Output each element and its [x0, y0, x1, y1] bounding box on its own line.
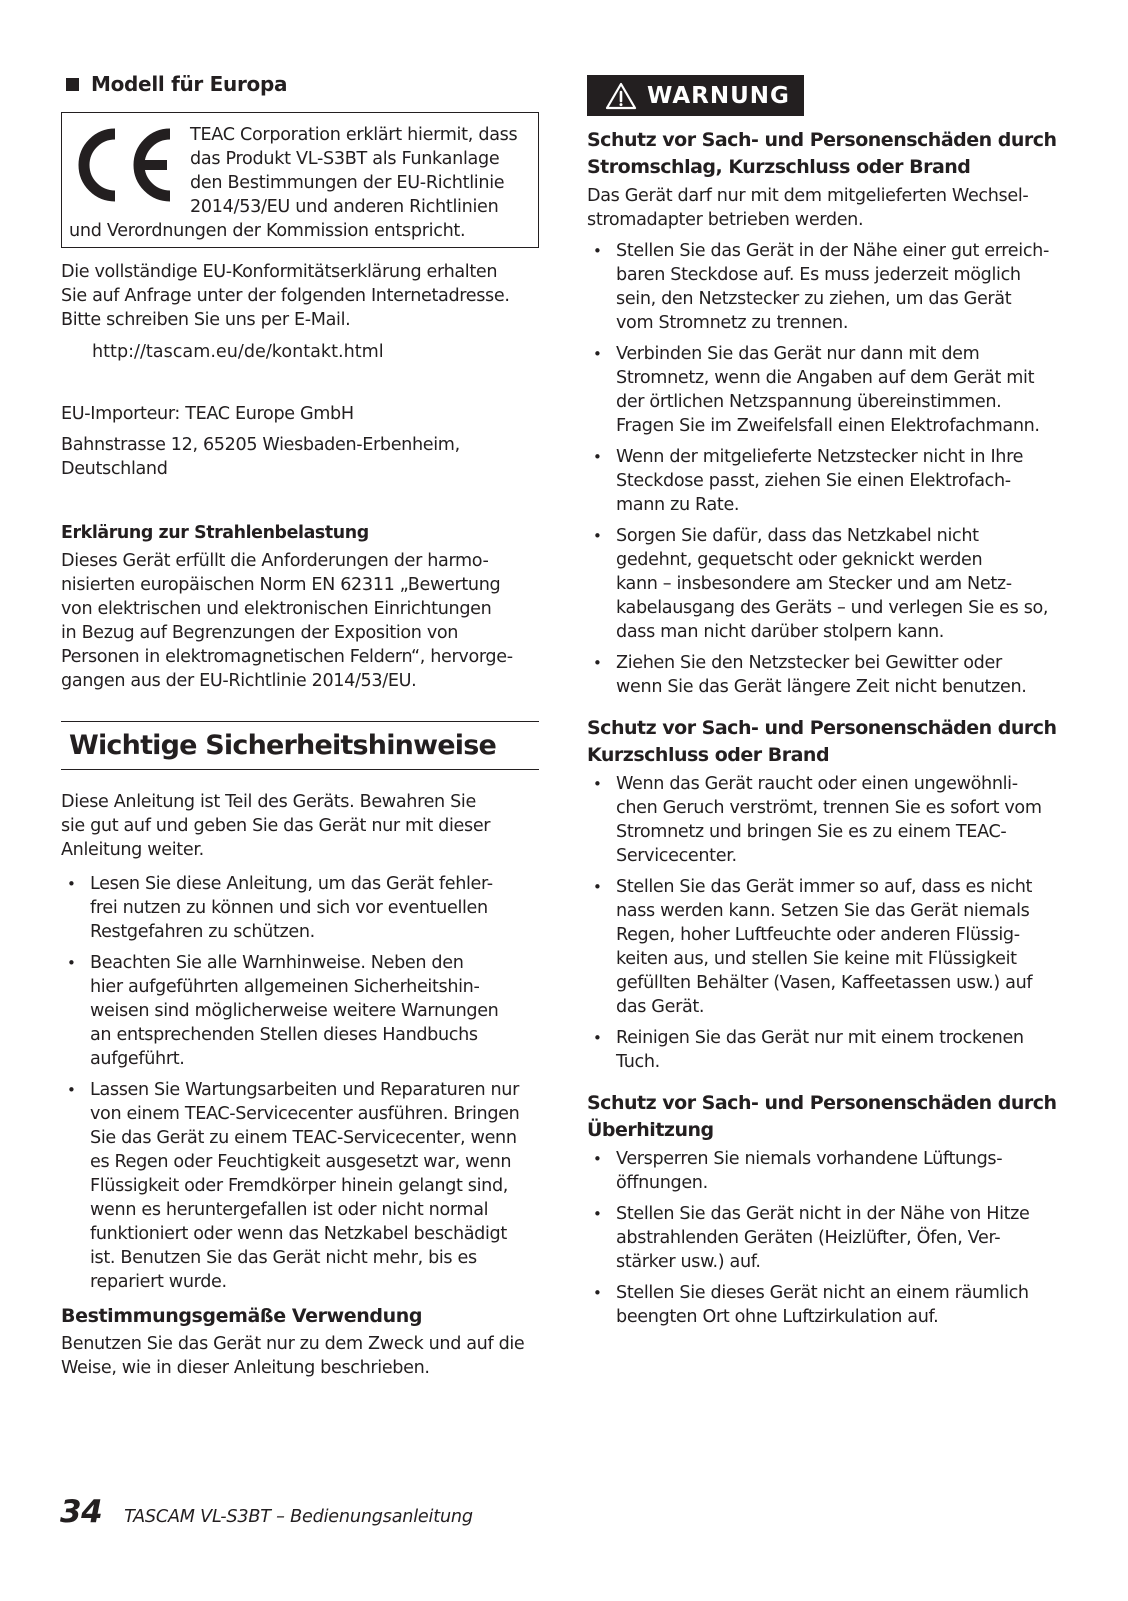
bullet-icon: •: [593, 1029, 602, 1047]
importer-address: Bahnstrasse 12, 65205 Wiesbaden-Erbenheim, Deutschland: [61, 435, 460, 479]
square-bullet-icon: [66, 78, 79, 91]
conformity-paragraph: Die vollständige EU-Konformitätserklärung erhalten Sie auf Anfrage unter der folgenden Internetadresse. Bitte schreiben Sie uns per E-Mail.: [61, 262, 510, 330]
list-item: • Stellen Sie das Gerät immer so auf, dass es nicht nass werden kann. Setzen Sie das Gerät niemals Regen, hoher Luftfeuchte oder anderen Flüssig- keiten aus, und stellen Sie keine mit Flüssigkeit gefüllten Behälter (Vasen, Kaffeetassen usw.) auf das Gerät.: [593, 877, 1033, 1017]
list-item: • Ziehen Sie den Netzstecker bei Gewitter oder wenn Sie das Gerät längere Zeit nicht benutzen.: [593, 653, 1027, 697]
ce-mark-icon: [69, 125, 181, 205]
right-column: [587, 72, 1071, 1336]
bullet-icon: •: [593, 878, 602, 896]
bullet-icon: •: [593, 775, 602, 793]
list-item: • Sorgen Sie dafür, dass das Netzkabel nicht gedehnt, gequetscht oder geknickt werden kann – insbesondere am Stecker und am Netz- kabelausgang des Geräts – und verlegen Sie es so, dass man nicht darüber stolpern kann.: [593, 526, 1049, 642]
list-item: • Lesen Sie diese Anleitung, um das Gerät fehler- frei nutzen zu können und sich vor eventuellen Restgefahren zu schützen.: [67, 874, 493, 942]
bullet-icon: •: [593, 242, 602, 260]
bullet-icon: •: [67, 954, 76, 972]
list-item: • Verbinden Sie das Gerät nur dann mit dem Stromnetz, wenn die Angaben auf dem Gerät mit der örtlichen Netzspannung übereinstimmen. Fragen Sie im Zweifelsfall einen Elektrofachmann.: [593, 344, 1040, 436]
list-item: • Wenn das Gerät raucht oder einen ungewöhnli- chen Geruch verströmt, trennen Sie es sofort vom Stromnetz und bringen Sie es zu einem TEAC- Servicecenter.: [593, 774, 1042, 866]
page-number: 34: [60, 1494, 103, 1530]
safety-heading: Wichtige Sicherheitshinweise: [69, 730, 496, 761]
left-column: [61, 72, 539, 1380]
list-item: • Stellen Sie dieses Gerät nicht an einem räumlich beengten Ort ohne Luftzirkulation auf.: [593, 1283, 1029, 1327]
bullet-icon: •: [593, 527, 602, 545]
list-item: • Stellen Sie das Gerät in der Nähe einer gut erreich- baren Steckdose auf. Es muss jederzeit möglich sein, den Netzstecker zu ziehen, um das Gerät vom Stromnetz zu trennen.: [593, 241, 1049, 333]
bullet-icon: •: [67, 1081, 76, 1099]
list-item: • Wenn der mitgelieferte Netzstecker nicht in Ihre Steckdose passt, ziehen Sie einen Elektrofach- mann zu Rate.: [593, 447, 1024, 515]
warning-banner: [587, 75, 804, 116]
list-item: • Reinigen Sie das Gerät nur mit einem trockenen Tuch.: [593, 1028, 1024, 1072]
safety-intro-paragraph: Diese Anleitung ist Teil des Geräts. Bewahren Sie sie gut auf und geben Sie das Gerät nur mit dieser Anleitung weiter.: [61, 792, 491, 860]
electric-bullet-list: [587, 239, 1071, 699]
overheating-bullet-list: [587, 1147, 1071, 1329]
eu-importer: EU-Importeur: TEAC Europe GmbH: [61, 404, 354, 424]
warning-label: WARNUNG: [647, 82, 790, 109]
section-heading-short-circuit: Schutz vor Sach- und Personenschäden durch Kurzschluss oder Brand: [587, 717, 1057, 766]
bullet-icon: •: [593, 345, 602, 363]
section-intro-electric: Das Gerät darf nur mit dem mitgelieferten Wechsel- stromadapter betrieben werden.: [587, 186, 1029, 230]
warning-triangle-icon: [605, 82, 637, 110]
europe-model-text: Modell für Europa: [91, 72, 288, 96]
ce-declaration-box: [61, 112, 539, 248]
page-footer: [60, 1494, 473, 1530]
contact-url-link[interactable]: http://tascam.eu/de/kontakt.html: [92, 342, 384, 362]
safety-heading-block: [61, 721, 539, 770]
safety-bullet-list: [61, 872, 539, 1294]
bullet-icon: •: [593, 1205, 602, 1223]
europe-model-label: [66, 72, 539, 96]
usage-paragraph: Benutzen Sie das Gerät nur zu dem Zweck und auf die Weise, wie in dieser Anleitung beschrieben.: [61, 1334, 525, 1378]
list-item: • Versperren Sie niemals vorhandene Lüftungs- öffnungen.: [593, 1149, 1003, 1193]
bullet-icon: •: [593, 448, 602, 466]
list-item: • Lassen Sie Wartungsarbeiten und Reparaturen nur von einem TEAC-Servicecenter ausführen. Bringen Sie das Gerät zu einem TEAC-Servicecenter, wenn es Regen oder Feuchtigkeit ausgesetzt war, wenn Flüssigkeit oder Fremdkörper hinein gelangt sind, wenn es heruntergefallen ist oder nicht normal funktioniert oder wenn das Netzkabel beschädigt ist. Benutzen Sie das Gerät nicht mehr, bis es repariert wurde.: [67, 1080, 520, 1292]
bullet-icon: •: [593, 654, 602, 672]
section-heading-overheating: Schutz vor Sach- und Personenschäden durch Überhitzung: [587, 1092, 1057, 1141]
ce-declaration-text: TEAC Corporation erklärt hiermit, dass das Produkt VL-S3BT als Funkanlage den Bestimmungen der EU-Richtlinie 2014/53/EU und anderen Richtlinien und Verordnungen der Kommission entspricht.: [69, 125, 518, 241]
bullet-icon: •: [67, 875, 76, 893]
bullet-icon: •: [593, 1284, 602, 1302]
list-item: • Beachten Sie alle Warnhinweise. Neben den hier aufgeführten allgemeinen Sicherheitshin- weisen sind möglicherweise weitere Warnungen an entsprechenden Stellen dieses Handbuchs aufgeführt.: [67, 953, 499, 1069]
bullet-icon: •: [593, 1150, 602, 1168]
usage-heading: Bestimmungsgemäße Verwendung: [61, 1305, 423, 1327]
radiation-heading: Erklärung zur Strahlenbelastung: [61, 523, 369, 543]
list-item: • Stellen Sie das Gerät nicht in der Nähe von Hitze abstrahlenden Geräten (Heizlüfter, Öfen, Ver- stärker usw.) auf.: [593, 1204, 1030, 1272]
manual-title: TASCAM VL-S3BT – Bedienungsanleitung: [124, 1507, 473, 1527]
short-circuit-bullet-list: [587, 772, 1071, 1074]
section-heading-electric: Schutz vor Sach- und Personenschäden durch Stromschlag, Kurzschluss oder Brand: [587, 129, 1057, 178]
radiation-paragraph: Dieses Gerät erfüllt die Anforderungen der harmo- nisierten europäischen Norm EN 62311 „Bewertung von elektrischen und elektronischen Einrichtungen in Bezug auf Begrenzungen der Exposition von Personen in elektromagnetischen Feldern“, hervorge- gangen aus der EU-Richtlinie 2014/53/EU.: [61, 551, 513, 691]
